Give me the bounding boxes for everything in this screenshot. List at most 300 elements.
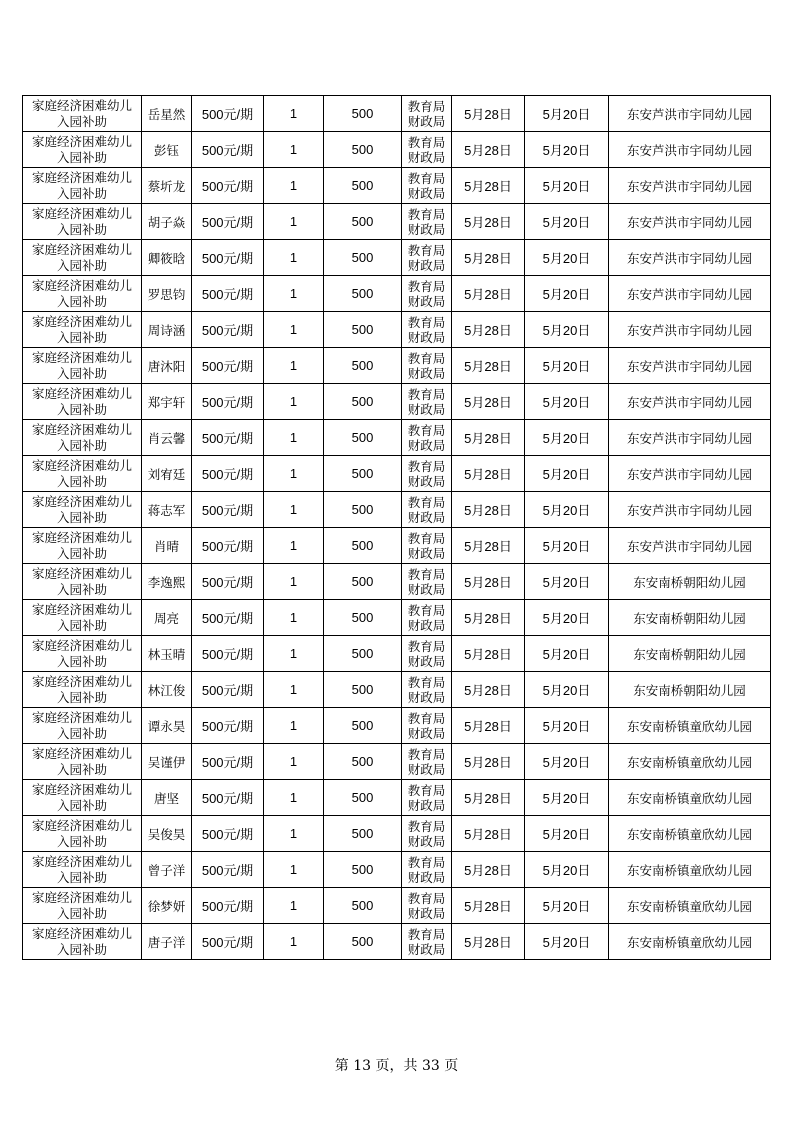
subsidy-type-line: 入园补助 [56,869,107,885]
count-cell: 1 [264,132,324,168]
subsidy-type-line: 家庭经济困难幼儿 [31,349,132,365]
student-name-cell: 卿筱晗 [142,240,192,276]
subsidy-type-line: 入园补助 [56,329,107,345]
subsidy-type-line: 入园补助 [56,293,107,309]
student-name-cell: 唐子洋 [142,924,192,960]
department-cell [402,780,452,816]
department-line: 财政局 [407,113,446,129]
table-row [23,420,771,456]
standard-cell: 500元/期 [192,96,264,132]
department-line: 财政局 [407,293,446,309]
count-cell: 1 [264,564,324,600]
department-line: 教育局 [407,134,446,150]
standard-cell: 500元/期 [192,204,264,240]
table-body [23,96,771,960]
date-cell-2: 5月20日 [525,816,609,852]
subsidy-type-line: 家庭经济困难幼儿 [31,853,132,869]
count-cell: 1 [264,456,324,492]
school-cell: 东安芦洪市宇同幼儿园 [609,456,771,492]
standard-cell: 500元/期 [192,456,264,492]
subsidy-type-line: 入园补助 [56,581,107,597]
department-cell [402,132,452,168]
date-cell-1: 5月28日 [452,744,525,780]
school-cell: 东安南桥镇童欣幼儿园 [609,780,771,816]
count-cell: 1 [264,204,324,240]
amount-cell: 500 [324,132,402,168]
department-line: 教育局 [407,602,446,618]
department-line: 财政局 [407,833,446,849]
school-cell: 东安南桥镇童欣幼儿园 [609,708,771,744]
subsidy-type-cell [23,816,142,852]
amount-cell: 500 [324,384,402,420]
table-row [23,492,771,528]
amount-cell: 500 [324,744,402,780]
date-cell-1: 5月28日 [452,816,525,852]
school-cell: 东安南桥镇童欣幼儿园 [609,924,771,960]
school-cell: 东安芦洪市宇同幼儿园 [609,96,771,132]
date-cell-1: 5月28日 [452,780,525,816]
department-line: 财政局 [407,869,446,885]
count-cell: 1 [264,348,324,384]
department-cell [402,708,452,744]
amount-cell: 500 [324,276,402,312]
count-cell: 1 [264,924,324,960]
subsidy-type-cell [23,852,142,888]
department-cell [402,744,452,780]
subsidy-type-line: 家庭经济困难幼儿 [31,277,132,293]
date-cell-1: 5月28日 [452,600,525,636]
table-row [23,564,771,600]
standard-cell: 500元/期 [192,132,264,168]
amount-cell: 500 [324,348,402,384]
school-cell: 东安芦洪市宇同幼儿园 [609,312,771,348]
amount-cell: 500 [324,240,402,276]
table-row [23,384,771,420]
subsidy-type-line: 家庭经济困难幼儿 [31,385,132,401]
department-line: 财政局 [407,617,446,633]
subsidy-type-cell [23,204,142,240]
subsidy-type-line: 入园补助 [56,221,107,237]
date-cell-1: 5月28日 [452,276,525,312]
school-cell: 东安芦洪市宇同幼儿园 [609,132,771,168]
student-name-cell: 唐坚 [142,780,192,816]
date-cell-1: 5月28日 [452,672,525,708]
school-cell: 东安南桥镇童欣幼儿园 [609,852,771,888]
subsidy-type-cell [23,456,142,492]
amount-cell: 500 [324,96,402,132]
date-cell-2: 5月20日 [525,456,609,492]
department-cell [402,528,452,564]
subsidy-type-line: 入园补助 [56,473,107,489]
standard-cell: 500元/期 [192,672,264,708]
subsidy-type-cell [23,636,142,672]
subsidy-type-line: 家庭经济困难幼儿 [31,673,132,689]
department-line: 教育局 [407,530,446,546]
department-cell [402,492,452,528]
count-cell: 1 [264,312,324,348]
table-row [23,924,771,960]
standard-cell: 500元/期 [192,924,264,960]
standard-cell: 500元/期 [192,708,264,744]
student-name-cell: 谭永昊 [142,708,192,744]
subsidy-type-line: 入园补助 [56,185,107,201]
department-cell [402,384,452,420]
amount-cell: 500 [324,492,402,528]
department-line: 财政局 [407,797,446,813]
date-cell-2: 5月20日 [525,348,609,384]
school-cell: 东安芦洪市宇同幼儿园 [609,420,771,456]
department-line: 财政局 [407,941,446,957]
standard-cell: 500元/期 [192,240,264,276]
date-cell-2: 5月20日 [525,168,609,204]
date-cell-2: 5月20日 [525,204,609,240]
subsidy-type-line: 家庭经济困难幼儿 [31,205,132,221]
subsidy-type-cell [23,168,142,204]
count-cell: 1 [264,852,324,888]
department-cell [402,672,452,708]
department-line: 教育局 [407,314,446,330]
date-cell-1: 5月28日 [452,312,525,348]
subsidy-type-cell [23,672,142,708]
student-name-cell: 郑宇轩 [142,384,192,420]
subsidy-type-line: 入园补助 [56,545,107,561]
table-row [23,96,771,132]
count-cell: 1 [264,168,324,204]
subsidy-table [22,95,771,960]
date-cell-2: 5月20日 [525,384,609,420]
subsidy-type-line: 家庭经济困难幼儿 [31,97,132,113]
subsidy-type-cell [23,744,142,780]
subsidy-type-cell [23,780,142,816]
school-cell: 东安南桥朝阳幼儿园 [609,564,771,600]
subsidy-type-line: 家庭经济困难幼儿 [31,709,132,725]
date-cell-2: 5月20日 [525,312,609,348]
date-cell-2: 5月20日 [525,708,609,744]
subsidy-type-cell [23,96,142,132]
student-name-cell: 周亮 [142,600,192,636]
subsidy-type-line: 入园补助 [56,653,107,669]
date-cell-1: 5月28日 [452,708,525,744]
subsidy-type-cell [23,708,142,744]
department-cell [402,96,452,132]
date-cell-2: 5月20日 [525,924,609,960]
standard-cell: 500元/期 [192,528,264,564]
department-line: 财政局 [407,689,446,705]
date-cell-2: 5月20日 [525,852,609,888]
department-cell [402,600,452,636]
table-row [23,348,771,384]
table-row [23,888,771,924]
school-cell: 东安南桥朝阳幼儿园 [609,636,771,672]
student-name-cell: 吴谨伊 [142,744,192,780]
department-line: 教育局 [407,710,446,726]
department-cell [402,240,452,276]
table-row [23,204,771,240]
standard-cell: 500元/期 [192,888,264,924]
date-cell-2: 5月20日 [525,744,609,780]
student-name-cell: 岳星然 [142,96,192,132]
department-cell [402,204,452,240]
department-line: 教育局 [407,890,446,906]
student-name-cell: 吴俊昊 [142,816,192,852]
department-line: 教育局 [407,206,446,222]
date-cell-1: 5月28日 [452,852,525,888]
student-name-cell: 李逸熙 [142,564,192,600]
subsidy-type-line: 家庭经济困难幼儿 [31,241,132,257]
amount-cell: 500 [324,672,402,708]
page-footer: 第 13 页，共 33 页 [334,1058,459,1074]
table-row [23,240,771,276]
subsidy-type-cell [23,888,142,924]
school-cell: 东安芦洪市宇同幼儿园 [609,168,771,204]
table-row [23,312,771,348]
subsidy-type-line: 家庭经济困难幼儿 [31,745,132,761]
subsidy-type-line: 入园补助 [56,617,107,633]
department-cell [402,816,452,852]
department-line: 财政局 [407,725,446,741]
department-line: 教育局 [407,566,446,582]
table-row [23,600,771,636]
subsidy-type-cell [23,384,142,420]
date-cell-2: 5月20日 [525,240,609,276]
standard-cell: 500元/期 [192,564,264,600]
subsidy-type-line: 家庭经济困难幼儿 [31,925,132,941]
count-cell: 1 [264,708,324,744]
subsidy-type-cell [23,564,142,600]
date-cell-1: 5月28日 [452,384,525,420]
amount-cell: 500 [324,168,402,204]
department-line: 财政局 [407,149,446,165]
date-cell-1: 5月28日 [452,888,525,924]
date-cell-1: 5月28日 [452,420,525,456]
subsidy-type-line: 入园补助 [56,797,107,813]
student-name-cell: 胡子焱 [142,204,192,240]
school-cell: 东安芦洪市宇同幼儿园 [609,528,771,564]
student-name-cell: 刘宥廷 [142,456,192,492]
department-cell [402,852,452,888]
count-cell: 1 [264,96,324,132]
department-line: 教育局 [407,422,446,438]
department-cell [402,456,452,492]
subsidy-type-line: 家庭经济困难幼儿 [31,313,132,329]
subsidy-type-cell [23,492,142,528]
standard-cell: 500元/期 [192,744,264,780]
department-line: 教育局 [407,638,446,654]
count-cell: 1 [264,276,324,312]
count-cell: 1 [264,420,324,456]
amount-cell: 500 [324,312,402,348]
table-row [23,672,771,708]
school-cell: 东安南桥镇童欣幼儿园 [609,816,771,852]
school-cell: 东安芦洪市宇同幼儿园 [609,384,771,420]
standard-cell: 500元/期 [192,780,264,816]
table-row [23,132,771,168]
department-line: 财政局 [407,653,446,669]
subsidy-type-line: 入园补助 [56,149,107,165]
subsidy-type-line: 入园补助 [56,437,107,453]
department-line: 教育局 [407,674,446,690]
date-cell-1: 5月28日 [452,348,525,384]
subsidy-type-cell [23,528,142,564]
department-cell [402,276,452,312]
department-line: 财政局 [407,437,446,453]
date-cell-1: 5月28日 [452,492,525,528]
amount-cell: 500 [324,780,402,816]
department-line: 财政局 [407,401,446,417]
department-line: 财政局 [407,761,446,777]
department-line: 财政局 [407,329,446,345]
standard-cell: 500元/期 [192,420,264,456]
school-cell: 东安南桥朝阳幼儿园 [609,672,771,708]
table-row [23,708,771,744]
student-name-cell: 曾子洋 [142,852,192,888]
date-cell-1: 5月28日 [452,924,525,960]
school-cell: 东安芦洪市宇同幼儿园 [609,276,771,312]
count-cell: 1 [264,528,324,564]
subsidy-type-cell [23,420,142,456]
subsidy-type-cell [23,924,142,960]
count-cell: 1 [264,600,324,636]
date-cell-2: 5月20日 [525,564,609,600]
standard-cell: 500元/期 [192,492,264,528]
table-row [23,744,771,780]
date-cell-2: 5月20日 [525,528,609,564]
date-cell-1: 5月28日 [452,528,525,564]
standard-cell: 500元/期 [192,600,264,636]
date-cell-1: 5月28日 [452,456,525,492]
amount-cell: 500 [324,420,402,456]
student-name-cell: 林江俊 [142,672,192,708]
student-name-cell: 罗思钧 [142,276,192,312]
department-line: 教育局 [407,746,446,762]
table-row [23,168,771,204]
subsidy-type-line: 家庭经济困难幼儿 [31,601,132,617]
table-row [23,528,771,564]
table-row [23,816,771,852]
student-name-cell: 林玉晴 [142,636,192,672]
amount-cell: 500 [324,564,402,600]
department-cell [402,564,452,600]
school-cell: 东安芦洪市宇同幼儿园 [609,492,771,528]
amount-cell: 500 [324,456,402,492]
department-line: 教育局 [407,242,446,258]
student-name-cell: 周诗涵 [142,312,192,348]
department-line: 教育局 [407,494,446,510]
subsidy-type-line: 入园补助 [56,761,107,777]
subsidy-type-line: 家庭经济困难幼儿 [31,493,132,509]
student-name-cell: 肖晴 [142,528,192,564]
standard-cell: 500元/期 [192,852,264,888]
school-cell: 东安芦洪市宇同幼儿园 [609,240,771,276]
department-line: 教育局 [407,386,446,402]
school-cell: 东安芦洪市宇同幼儿园 [609,204,771,240]
date-cell-1: 5月28日 [452,96,525,132]
department-line: 教育局 [407,458,446,474]
table-row [23,276,771,312]
date-cell-1: 5月28日 [452,636,525,672]
date-cell-2: 5月20日 [525,96,609,132]
department-cell [402,924,452,960]
amount-cell: 500 [324,636,402,672]
department-line: 财政局 [407,905,446,921]
subsidy-type-line: 入园补助 [56,365,107,381]
department-line: 财政局 [407,221,446,237]
school-cell: 东安芦洪市宇同幼儿园 [609,348,771,384]
amount-cell: 500 [324,600,402,636]
student-name-cell: 唐沐阳 [142,348,192,384]
date-cell-2: 5月20日 [525,672,609,708]
subsidy-type-cell [23,348,142,384]
date-cell-2: 5月20日 [525,888,609,924]
department-line: 财政局 [407,185,446,201]
amount-cell: 500 [324,816,402,852]
count-cell: 1 [264,744,324,780]
amount-cell: 500 [324,528,402,564]
date-cell-1: 5月28日 [452,204,525,240]
amount-cell: 500 [324,852,402,888]
school-cell: 东安南桥朝阳幼儿园 [609,600,771,636]
subsidy-type-line: 入园补助 [56,113,107,129]
standard-cell: 500元/期 [192,348,264,384]
department-line: 教育局 [407,782,446,798]
count-cell: 1 [264,672,324,708]
subsidy-type-line: 入园补助 [56,725,107,741]
subsidy-type-line: 家庭经济困难幼儿 [31,817,132,833]
subsidy-type-line: 家庭经济困难幼儿 [31,169,132,185]
department-line: 教育局 [407,818,446,834]
department-line: 教育局 [407,350,446,366]
date-cell-2: 5月20日 [525,420,609,456]
standard-cell: 500元/期 [192,816,264,852]
student-name-cell: 肖云馨 [142,420,192,456]
subsidy-type-cell [23,240,142,276]
school-cell: 东安南桥镇童欣幼儿园 [609,744,771,780]
date-cell-2: 5月20日 [525,600,609,636]
date-cell-1: 5月28日 [452,240,525,276]
count-cell: 1 [264,492,324,528]
date-cell-1: 5月28日 [452,564,525,600]
subsidy-type-line: 家庭经济困难幼儿 [31,889,132,905]
department-line: 财政局 [407,365,446,381]
count-cell: 1 [264,816,324,852]
student-name-cell: 彭钰 [142,132,192,168]
count-cell: 1 [264,384,324,420]
school-cell: 东安南桥镇童欣幼儿园 [609,888,771,924]
amount-cell: 500 [324,888,402,924]
subsidy-type-cell [23,132,142,168]
table-row [23,456,771,492]
standard-cell: 500元/期 [192,312,264,348]
department-line: 财政局 [407,581,446,597]
subsidy-type-line: 家庭经济困难幼儿 [31,421,132,437]
date-cell-2: 5月20日 [525,492,609,528]
table-row [23,780,771,816]
department-line: 教育局 [407,278,446,294]
count-cell: 1 [264,636,324,672]
department-cell [402,312,452,348]
student-name-cell: 蔡圻龙 [142,168,192,204]
subsidy-type-line: 家庭经济困难幼儿 [31,457,132,473]
date-cell-2: 5月20日 [525,276,609,312]
department-line: 财政局 [407,509,446,525]
date-cell-2: 5月20日 [525,132,609,168]
standard-cell: 500元/期 [192,636,264,672]
student-name-cell: 蒋志军 [142,492,192,528]
subsidy-type-line: 入园补助 [56,401,107,417]
subsidy-type-line: 入园补助 [56,905,107,921]
subsidy-type-line: 家庭经济困难幼儿 [31,637,132,653]
department-line: 财政局 [407,545,446,561]
